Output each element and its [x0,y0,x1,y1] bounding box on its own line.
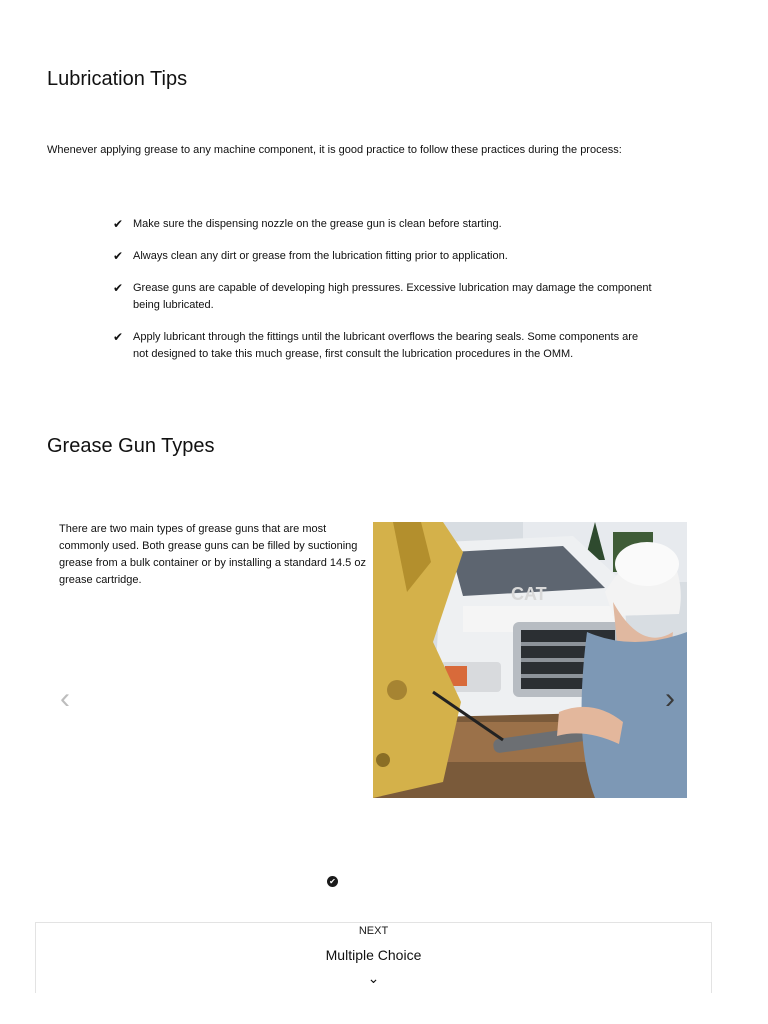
intro-text: Whenever applying grease to any machine component, it is good practice to follow these practices during the process: [47,144,622,156]
section-title-lubrication-tips: Lubrication Tips [47,68,188,90]
chevron-down-icon: ⌄ [367,970,380,986]
check-icon: ✔ [113,330,124,344]
tips-list [113,216,653,378]
cat-logo: CAT [511,584,547,604]
list-item [113,248,653,265]
tip-text: Apply lubricant through the fittings until the lubricant overflows the bearing seals. Some components are not designed to take this much grease, first consult the lubrication procedures in the OMM. [133,331,639,360]
grease-gun-photo [373,522,687,798]
section-title-grease-gun-types: Grease Gun Types [47,435,215,457]
next-title: Multiple Choice [325,947,422,963]
carousel-prev-button[interactable]: ‹ [60,682,70,715]
tip-text: Always clean any dirt or grease from the lubrication fitting prior to application. [133,250,508,262]
check-icon: ✔ [113,249,124,263]
next-label: NEXT [358,925,389,937]
carousel-next-button[interactable]: › [665,682,675,715]
tip-text: Grease guns are capable of developing high pressures. Excessive lubrication may damage the component being lubricated. [133,282,652,311]
list-item [113,280,653,314]
list-item [113,216,653,233]
check-icon: ✔ [113,217,124,231]
tip-text: Make sure the dispensing nozzle on the grease gun is clean before starting. [133,218,502,230]
next-lesson-button[interactable] [35,922,712,993]
check-icon: ✔ [113,281,124,295]
slide-text: There are two main types of grease guns that are most commonly used. Both grease guns can be filled by suctioning grease from a bulk container or by installing a standard 14.5 oz grease cartridge. [59,523,366,586]
photo-illustration [373,522,687,798]
check-circle-icon: ✔ [327,876,338,887]
list-item [113,329,653,363]
